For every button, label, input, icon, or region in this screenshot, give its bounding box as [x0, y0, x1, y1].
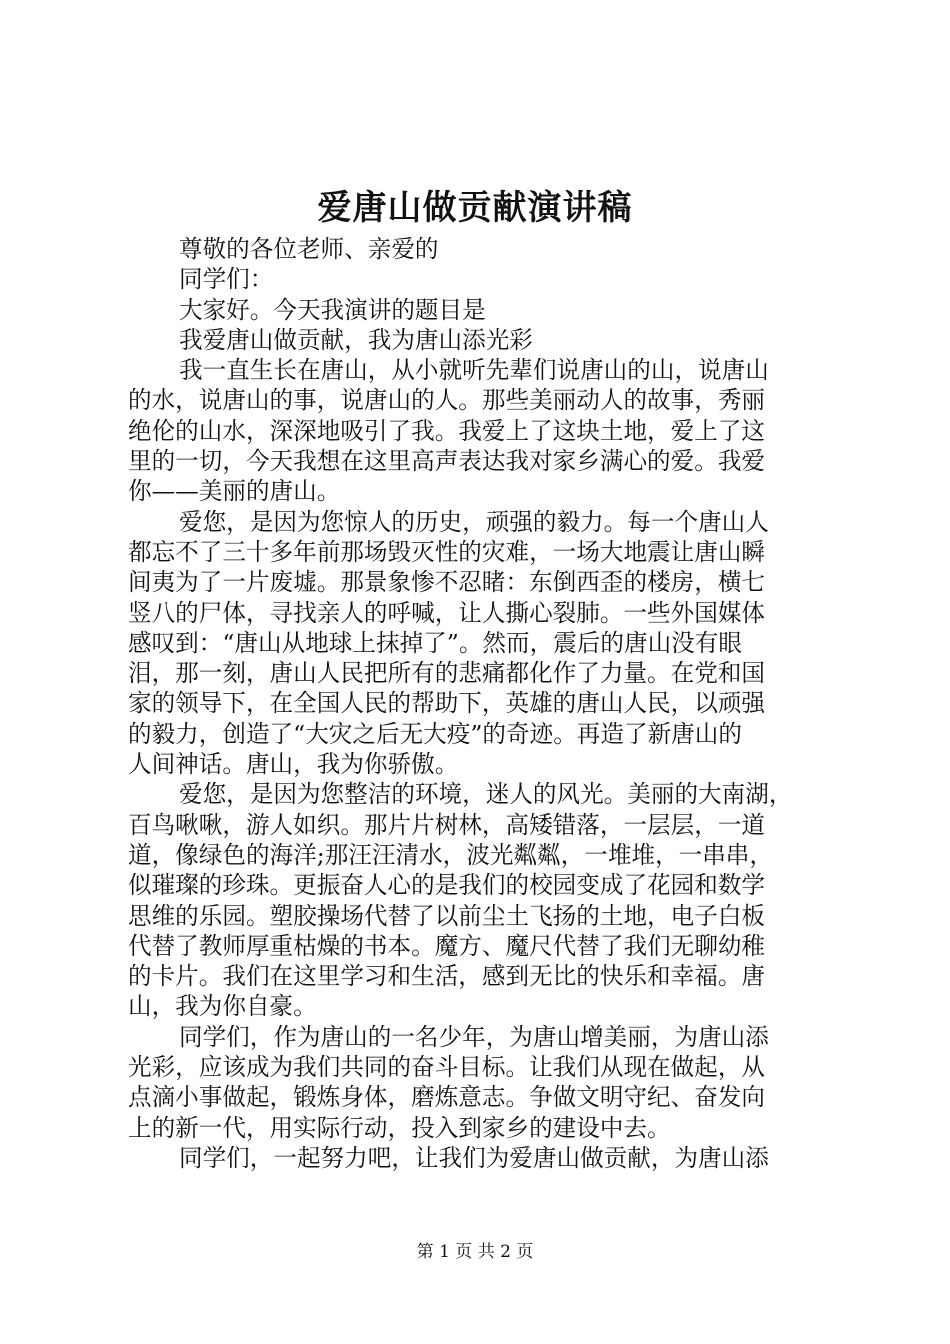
body-line: 爱您，是因为您惊人的历史，顽强的毅力。每一个唐山人 — [179, 507, 769, 536]
body-line: 光彩，应该成为我们共同的奋斗目标。让我们从现在做起，从 — [128, 1053, 766, 1082]
body-line: 我一直生长在唐山，从小就听先辈们说唐山的山，说唐山 — [179, 356, 769, 385]
body-line: 我爱唐山做贡献，我为唐山添光彩 — [179, 325, 533, 354]
body-line: 家的领导下，在全国人民的帮助下，英雄的唐山人民，以顽强 — [128, 689, 766, 718]
body-line: 的水，说唐山的事，说唐山的人。那些美丽动人的故事，秀丽 — [128, 386, 766, 415]
body-line: 感叹到：“唐山从地球上抹掉了”。然而，震后的唐山没有眼 — [128, 628, 742, 657]
page-number-footer: 第 1 页 共 2 页 — [416, 1242, 534, 1262]
body-line: 上的新一代，用实际行动，投入到家乡的建设中去。 — [128, 1113, 671, 1142]
body-line: 里的一切，今天我想在这里高声表达我对家乡满心的爱。我爱 — [128, 447, 766, 476]
body-line: 的卡片。我们在这里学习和生活，感到无比的快乐和幸福。唐 — [128, 962, 766, 991]
body-line: 大家好。今天我演讲的题目是 — [179, 295, 486, 324]
body-line: 的毅力，创造了“大灾之后无大疫”的奇迹。再造了新唐山的 — [128, 719, 742, 748]
body-line: 同学们，作为唐山的一名少年，为唐山增美丽，为唐山添 — [179, 1022, 769, 1051]
body-line: 你——美丽的唐山。 — [128, 477, 341, 506]
document-body — [128, 234, 833, 1173]
body-line: 绝伦的山水，深深地吸引了我。我爱上了这块土地，爱上了这 — [128, 416, 766, 445]
body-line: 尊敬的各位老师、亲爱的 — [179, 235, 439, 263]
body-line: 百鸟啾啾，游人如织。那片片树林，高矮错落，一层层，一道 — [128, 810, 766, 839]
body-line: 同学们： — [179, 265, 274, 294]
body-line: 点滴小事做起，锻炼身体，磨炼意志。争做文明守纪、奋发向 — [128, 1083, 766, 1112]
body-line: 同学们，一起努力吧，让我们为爱唐山做贡献，为唐山添 — [179, 1143, 769, 1172]
body-line: 道，像绿色的海洋;那汪汪清水，波光粼粼，一堆堆，一串串， — [128, 840, 773, 869]
document-title: 爱唐山做贡献演讲稿 — [317, 188, 633, 228]
body-line: 山，我为你自豪。 — [128, 992, 317, 1021]
body-line: 代替了教师厚重枯燥的书本。魔方、魔尺代替了我们无聊幼稚 — [128, 931, 766, 960]
body-line: 间夷为了一片废墟。那景象惨不忍睹：东倒西歪的楼房，横七 — [128, 568, 766, 597]
body-line: 人间神话。唐山，我为你骄傲。 — [128, 750, 459, 779]
body-line: 竖八的尸体，寻找亲人的呼喊，让人撕心裂肺。一些外国媒体 — [128, 598, 766, 627]
body-line: 似璀璨的珍珠。更振奋人心的是我们的校园变成了花园和数学 — [128, 871, 766, 900]
body-line: 爱您，是因为您整洁的环境，迷人的风光。美丽的大南湖， — [179, 780, 793, 809]
body-line: 思维的乐园。塑胶操场代替了以前尘土飞扬的土地，电子白板 — [128, 901, 766, 930]
body-line: 都忘不了三十多年前那场毁灭性的灾难，一场大地震让唐山瞬 — [128, 537, 766, 566]
body-line: 泪，那一刻，唐山人民把所有的悲痛都化作了力量。在党和国 — [128, 659, 766, 688]
